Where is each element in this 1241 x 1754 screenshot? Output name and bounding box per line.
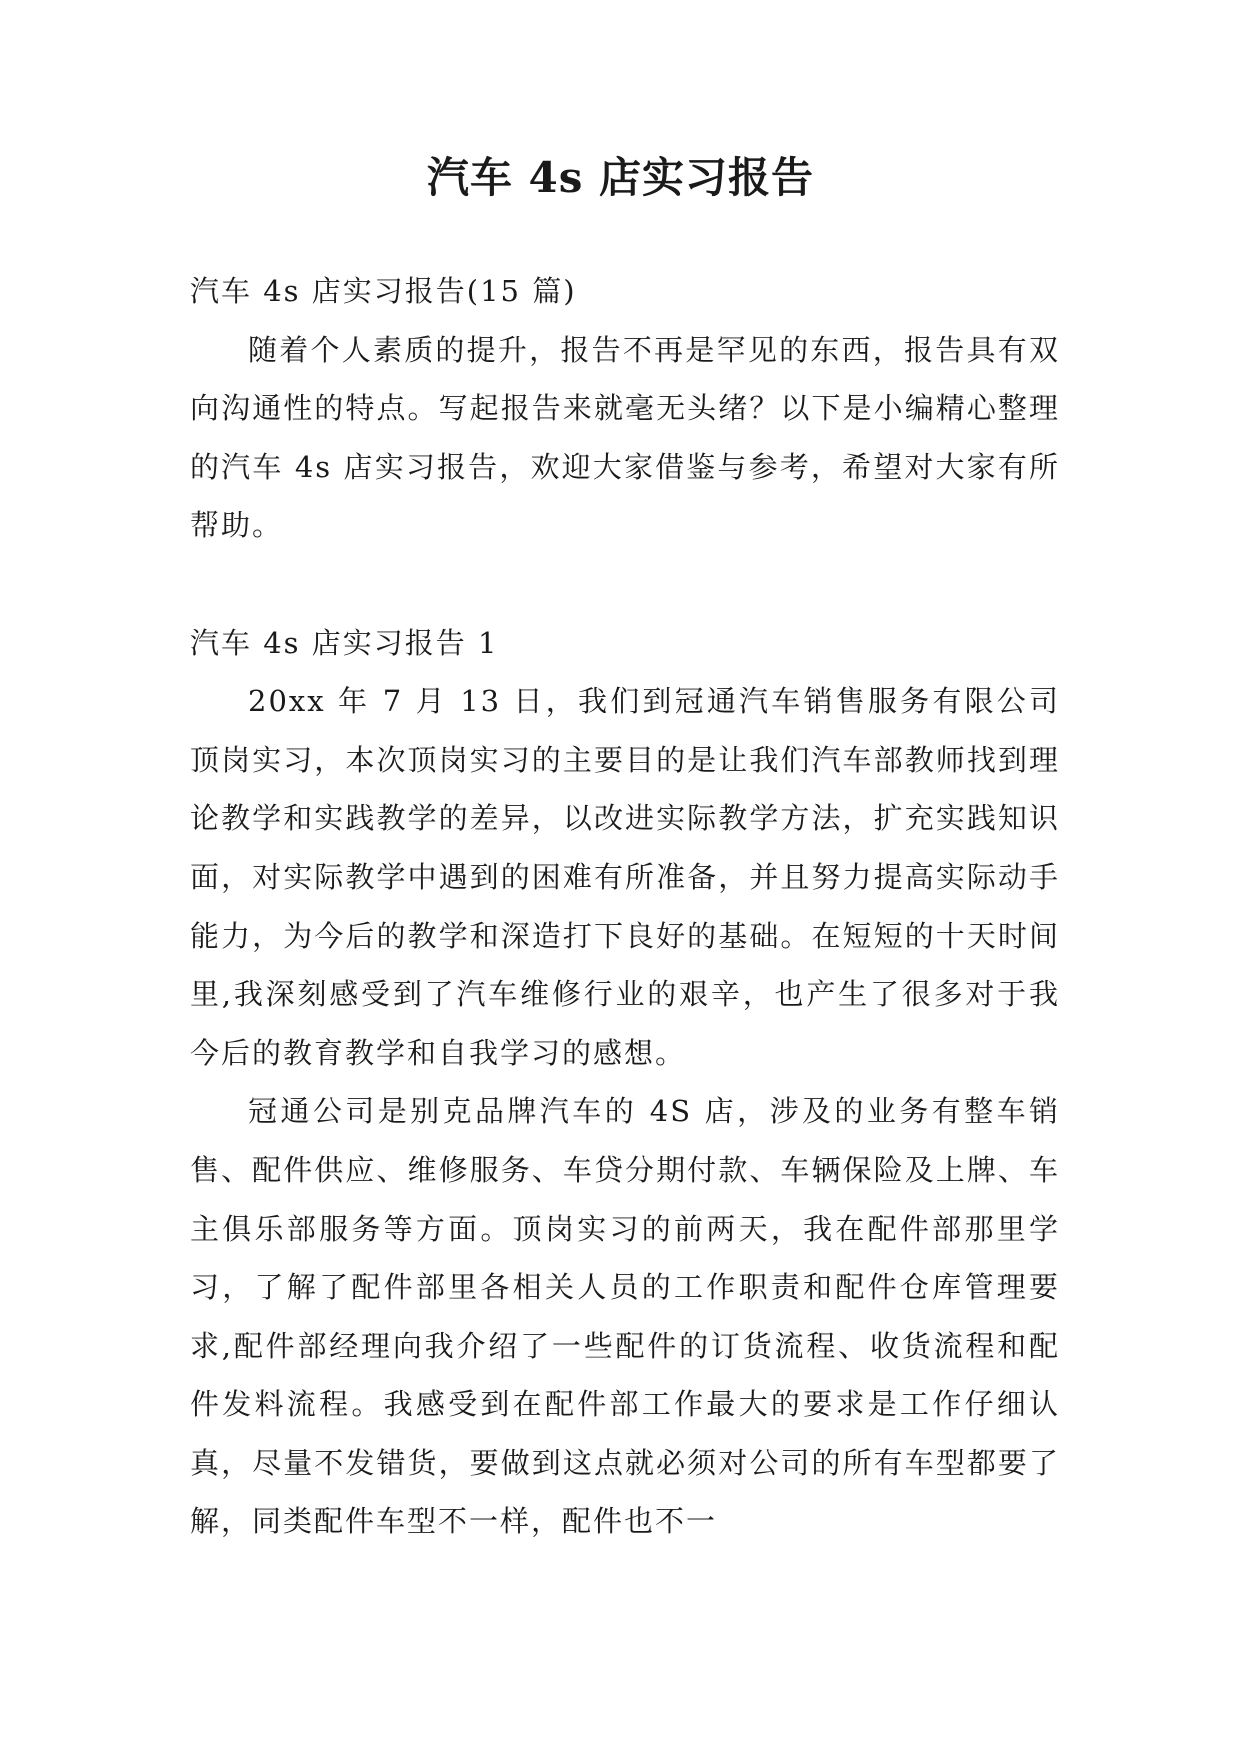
intro-paragraph: 随着个人素质的提升，报告不再是罕见的东西，报告具有双向沟通性的特点。写起报告来就毫无头绪？以下是小编精心整理的汽车 4s 店实习报告，欢迎大家借鉴与参考，希望对大家有所帮助。	[190, 332, 1060, 543]
document-title: 汽车 4s 店实习报告	[426, 153, 815, 202]
body-paragraph: 20xx 年 7 月 13 日，我们到冠通汽车销售服务有限公司顶岗实习，本次顶岗实习的主要目的是让我们汽车部教师找到理论教学和实践教学的差异，以改进实际教学方法，扩充实践知识面，对实际教学中遇到的困难有所准备，并且努力提高实际动手能力，为今后的教学和深造打下良好的基础。在短短的十天时间里,我深刻感受到了汽车维修行业的艰辛，也产生了很多对于我今后的教育教学和自我学习的感想。	[190, 684, 1060, 1070]
document-body	[190, 262, 1060, 1551]
collection-subtitle: 汽车 4s 店实习报告(15 篇)	[190, 274, 577, 308]
body-paragraph: 冠通公司是别克品牌汽车的 4S 店，涉及的业务有整车销售、配件供应、维修服务、车贷分期付款、车辆保险及上牌、车主俱乐部服务等方面。顶岗实习的前两天，我在配件部那里学习，了解了配件部里各相关人员的工作职责和配件仓库管理要求,配件部经理向我介绍了一些配件的订货流程、收货流程和配件发料流程。我感受到在配件部工作最大的要求是工作仔细认真，尽量不发错货，要做到这点就必须对公司的所有车型都要了解，同类配件车型不一样，配件也不一	[190, 1094, 1060, 1539]
section-heading: 汽车 4s 店实习报告 1	[190, 625, 499, 660]
section-spacer	[190, 555, 1060, 614]
